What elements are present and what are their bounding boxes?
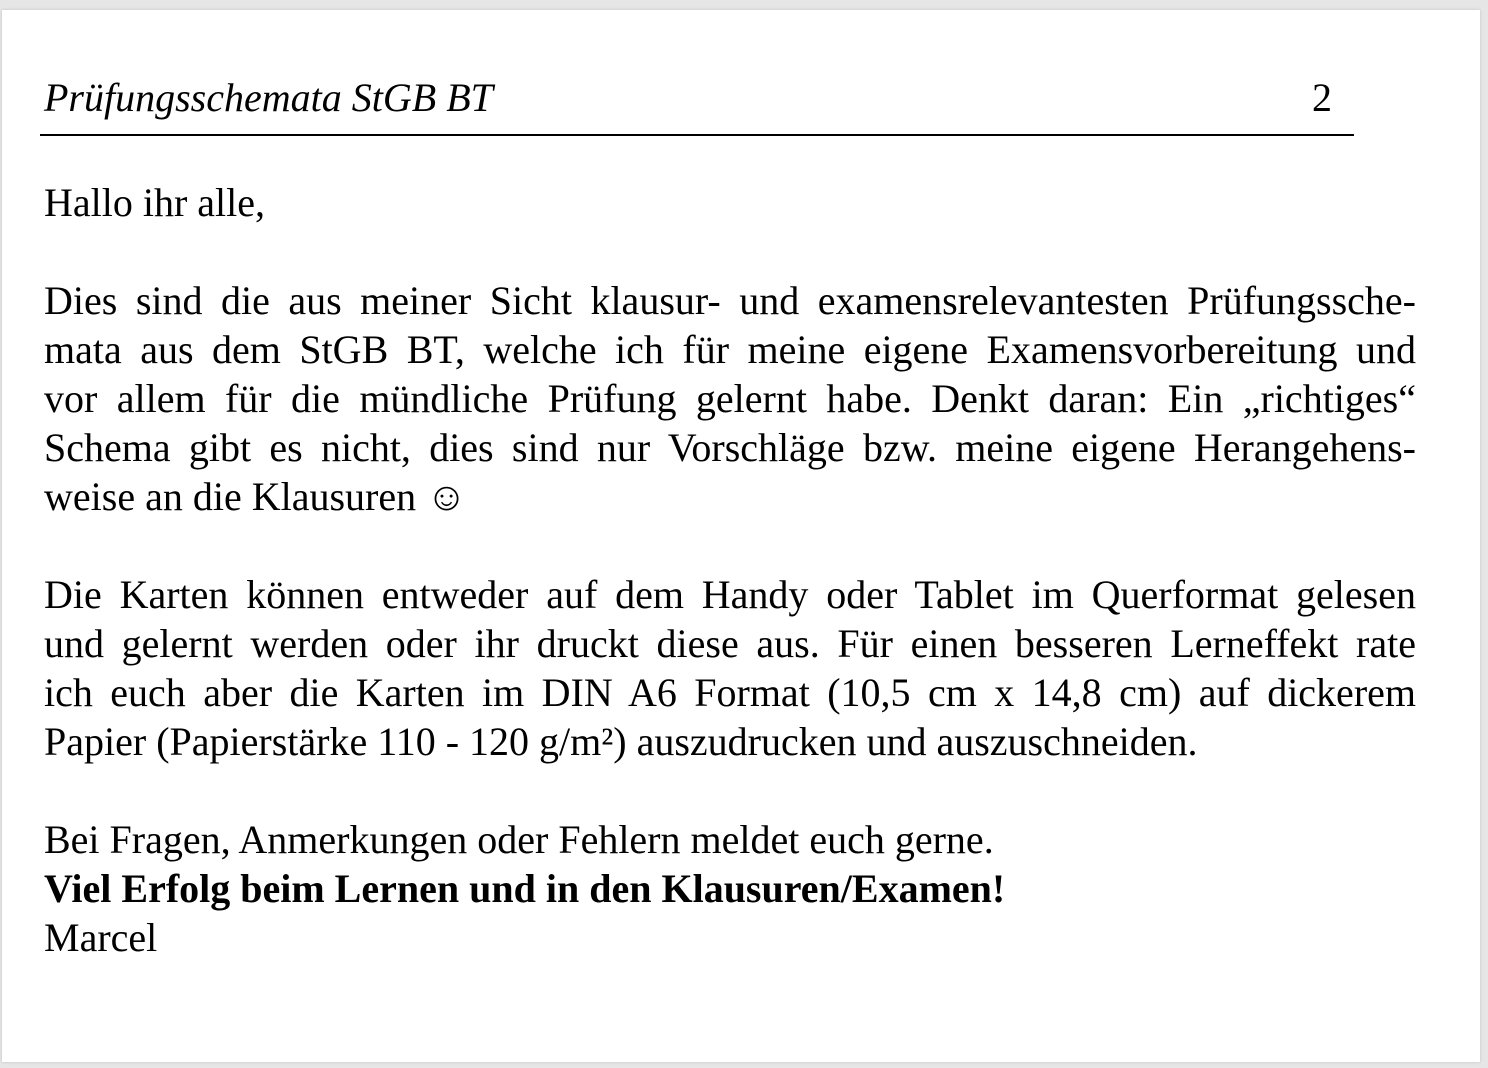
page-header [40, 68, 1354, 136]
greeting: Hallo ihr alle, [44, 180, 266, 225]
good-luck-wish: Viel Erfolg beim Lernen und in den Klausuren/Examen! [44, 866, 1006, 911]
text-line: und gelernt werden oder ihr druckt diese aus. Für einen besseren Lerneffekt rate [44, 621, 1416, 666]
paragraph-gap [44, 766, 1416, 815]
header-title: Prüfungsschemata StGB BT [44, 75, 493, 120]
page-number: 2 [1312, 75, 1332, 120]
paragraph-print-advice [44, 570, 1416, 766]
document-page [2, 10, 1480, 1062]
signature: Marcel [44, 915, 158, 960]
text-line: Die Karten können entweder auf dem Handy oder Tablet im Querformat gelesen [44, 572, 1416, 617]
text-line: Papier (Papierstärke 110 - 120 g/m²) auszudrucken und auszuschneiden. [44, 719, 1198, 764]
questions-note: Bei Fragen, Anmerkungen oder Fehlern meldet euch gerne. [44, 817, 994, 862]
paragraph-gap [44, 227, 1416, 276]
text-line: mata aus dem StGB BT, welche ich für meine eigene Examensvorbereitung und [44, 327, 1416, 372]
text-line: weise an die Klausuren ☺ [44, 474, 467, 519]
text-line: vor allem für die mündliche Prüfung gelernt habe. Denkt daran: Ein „richtiges“ [44, 376, 1416, 421]
paragraph-intro [44, 276, 1416, 521]
text-line: Dies sind die aus meiner Sicht klausur- und examensrelevantesten Prüfungssche- [44, 278, 1416, 323]
text-line: Schema gibt es nicht, dies sind nur Vorschläge bzw. meine eigene Herangehens- [44, 425, 1416, 470]
closing [44, 815, 1416, 962]
text-line: ich euch aber die Karten im DIN A6 Format (10,5 cm x 14,8 cm) auf dickerem [44, 670, 1416, 715]
paragraph-gap [44, 521, 1416, 570]
document-body [44, 178, 1416, 962]
